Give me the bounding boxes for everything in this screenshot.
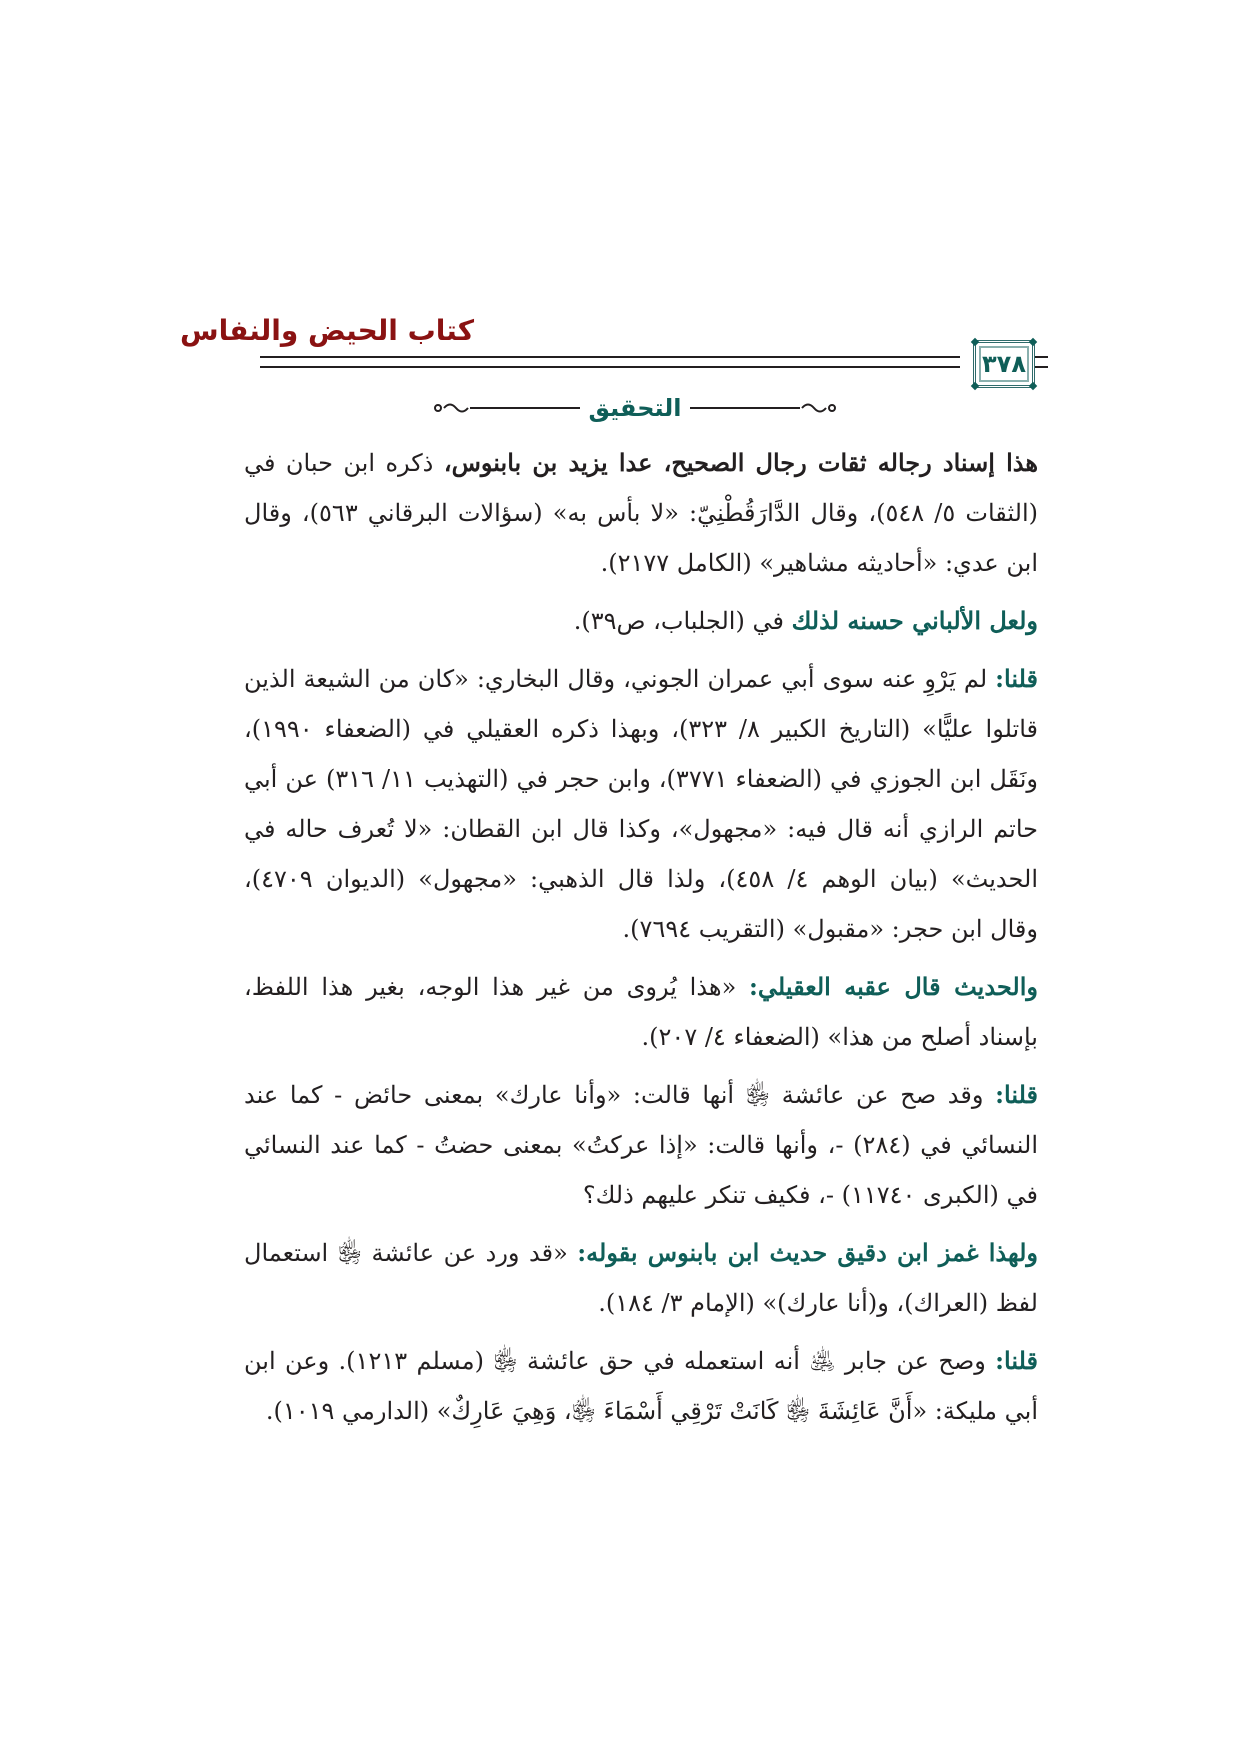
paragraph-7 (244, 1336, 1038, 1436)
header-rule-stub-top (1034, 356, 1048, 358)
ornament-left-icon (430, 398, 580, 418)
section-heading (400, 388, 870, 428)
badge-corner-ornament (1029, 338, 1037, 346)
paragraph-4 (244, 962, 1038, 1062)
paragraph-5 (244, 1070, 1038, 1220)
page-number: ٣٧٨ (982, 350, 1026, 378)
paragraph-text: وقد صح عن عائشة ﵂ أنها قالت: «وأنا عارك» بمعنى حائض - كما عند النسائي في (٢٨٤) -، وأنها قالت: «إذا عركتُ» بمعنى حضتُ - كما عند النسائي في (الكبرى ١١٧٤٠) -، فكيف تنكر عليهم ذلك؟ (244, 1081, 1038, 1209)
paragraph-3 (244, 654, 1038, 954)
paragraph-lead: والحديث قال عقبه العقيلي: (749, 972, 1038, 1001)
paragraph-2 (244, 596, 1038, 646)
paragraph-text: ذكره ابن حبان في (الثقات ٥/ ٥٤٨)، وقال الدَّارَقُطْنِيّ: «لا بأس به» (سؤالات البرقاني ٥٦٣)، وقال ابن عدي: «أحاديثه مشاهير» (الكامل ٢١٧٧). (244, 449, 1038, 577)
paragraph-lead: ولعل الألباني حسنه لذلك (791, 606, 1038, 635)
page-number-badge (973, 340, 1035, 388)
paragraph-text: لم يَرْوِ عنه سوى أبي عمران الجوني، وقال البخاري: «كان من الشيعة الذين قاتلوا عليًّا» (التاريخ الكبير ٨/ ٣٢٣)، وبهذا ذكره العقيلي في (الضعفاء ١٩٩٠)، ونَقَل ابن الجوزي في (الضعفاء ٣٧٧١)، وابن حجر في (التهذيب ١١/ ٣١٦) عن أبي حاتم الرازي أنه قال فيه: «مجهول»، وكذا قال ابن القطان: «لا تُعرف حاله في الحديث» (بيان الوهم ٤/ ٤٥٨)، ولذا قال الذهبي: «مجهول» (الديوان ٤٧٠٩)، وقال ابن حجر: «مقبول» (التقريب ٧٦٩٤). (244, 665, 1039, 943)
page-body (244, 438, 1038, 1444)
paragraph-text: «قد ورد عن عائشة ﵂ استعمال لفظ (العراك)، و(أنا عارك)» (الإمام ٣/ ١٨٤). (244, 1239, 1038, 1317)
book-title: كتاب الحيض والنفاس (179, 314, 474, 347)
header-rule-stub-bottom (1034, 366, 1048, 368)
paragraph-lead: هذا إسناد رجاله ثقات رجال الصحيح، عدا يزيد بن بابنوس، (443, 448, 1038, 477)
paragraph-lead: قلنا: (995, 1080, 1038, 1109)
badge-corner-ornament (971, 382, 979, 390)
paragraph-text: في (الجلباب، ص٣٩). (573, 607, 792, 635)
paragraph-lead: قلنا: (995, 1346, 1039, 1375)
paragraph-6 (244, 1228, 1038, 1328)
paragraph-lead: قلنا: (995, 664, 1039, 693)
section-title: التحقيق (588, 394, 682, 422)
header-rule-top (260, 356, 1046, 358)
paragraph-1 (244, 438, 1038, 588)
ornament-right-icon (690, 398, 840, 418)
paragraph-text: «هذا يُروى من غير هذا الوجه، بغير هذا اللفظ، بإسناد أصلح من هذا» (الضعفاء ٤/ ٢٠٧). (244, 973, 1038, 1051)
badge-corner-ornament (1029, 382, 1037, 390)
paragraph-text: وصح عن جابر ﵁ أنه استعمله في حق عائشة ﵂ (مسلم ١٢١٣). وعن ابن أبي مليكة: «أَنَّ عَائِشَةَ ﵂ كَانَتْ تَرْقِي أَسْمَاءَ ﵂، وَهِيَ عَارِكٌ» (الدارمي ١٠١٩). (244, 1347, 1038, 1425)
paragraph-lead: ولهذا غمز ابن دقيق حديث ابن بابنوس بقوله: (577, 1238, 1038, 1267)
badge-corner-ornament (971, 338, 979, 346)
header-rule-bottom (260, 366, 1046, 368)
